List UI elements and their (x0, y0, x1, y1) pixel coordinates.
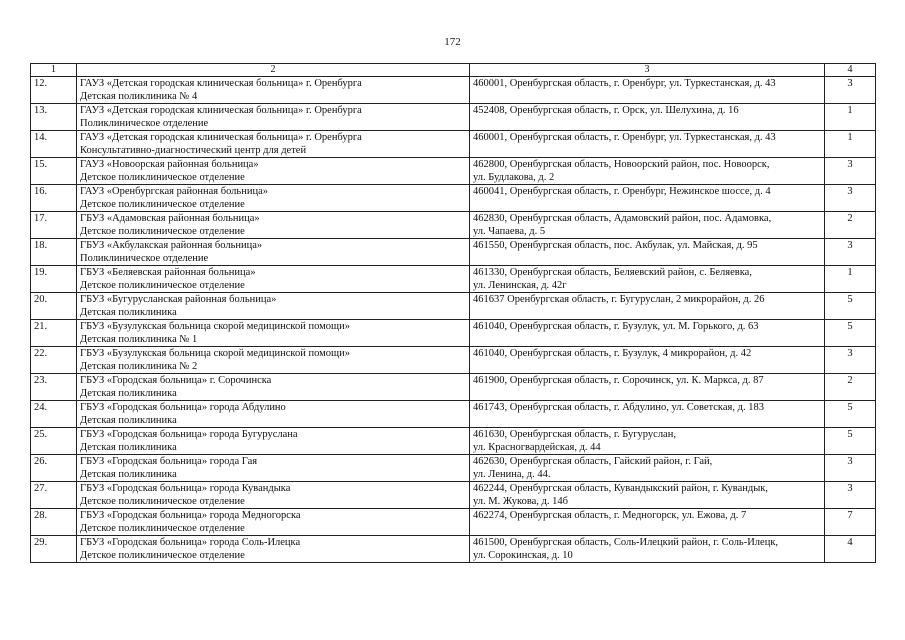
count-cell: 3 (825, 77, 876, 104)
address-line: 462244, Оренбургская область, Кувандыкский район, г. Кувандык, (473, 483, 768, 494)
institution-name: ГБУЗ «Городская больница» города Соль-Илецка (80, 537, 301, 548)
department-name: Детская поликлиника (80, 469, 177, 480)
institution-name: ГБУЗ «Городская больница» города Бугуруслана (80, 429, 298, 440)
department-name: Детское поликлиническое отделение (80, 523, 245, 534)
address-line: 461500, Оренбургская область, Соль-Илецкий район, г. Соль-Илецк, (473, 537, 779, 548)
institution-cell (77, 536, 470, 563)
header-cell-institution: 2 (77, 64, 470, 77)
address-line: ул. М. Жукова, д. 14б (473, 496, 568, 507)
institution-cell (77, 509, 470, 536)
address-line: 460041, Оренбургская область, г. Оренбург, Нежинское шоссе, д. 4 (473, 186, 771, 197)
address-line: ул. Сорокинская, д. 10 (473, 550, 573, 561)
row-number: 26. (31, 455, 77, 482)
table-row (31, 185, 876, 212)
department-name: Детское поликлиническое отделение (80, 280, 245, 291)
row-number: 18. (31, 239, 77, 266)
department-name: Детская поликлиника (80, 415, 177, 426)
header-cell-number: 1 (31, 64, 77, 77)
table-row (31, 401, 876, 428)
address-cell (470, 347, 825, 374)
institution-cell (77, 374, 470, 401)
institution-cell (77, 428, 470, 455)
address-cell (470, 185, 825, 212)
count-cell: 3 (825, 239, 876, 266)
address-line: 462274, Оренбургская область, г. Медногорск, ул. Ежова, д. 7 (473, 510, 747, 521)
table-row (31, 158, 876, 185)
institution-cell (77, 77, 470, 104)
institution-name: ГБУЗ «Городская больница» города Медногорска (80, 510, 301, 521)
address-line: 462830, Оренбургская область, Адамовский район, пос. Адамовка, (473, 213, 772, 224)
institution-name: ГБУЗ «Бугурусланская районная больница» (80, 294, 277, 305)
institution-name: ГБУЗ «Городская больница» города Абдулино (80, 402, 286, 413)
table-row (31, 428, 876, 455)
row-number: 21. (31, 320, 77, 347)
table-row (31, 266, 876, 293)
institution-cell (77, 347, 470, 374)
table-row (31, 212, 876, 239)
department-name: Детская поликлиника (80, 442, 177, 453)
address-cell (470, 77, 825, 104)
institution-cell (77, 293, 470, 320)
address-line: 452408, Оренбургская область, г. Орск, ул. Шелухина, д. 16 (473, 105, 739, 116)
address-cell (470, 455, 825, 482)
institution-name: ГБУЗ «Бузулукская больница скорой медицинской помощи» (80, 321, 351, 332)
table-row (31, 293, 876, 320)
row-number: 22. (31, 347, 77, 374)
institution-name: ГАУЗ «Детская городская клиническая больница» г. Оренбурга (80, 132, 362, 143)
address-line: 461900, Оренбургская область, г. Сорочинск, ул. К. Маркса, д. 87 (473, 375, 764, 386)
address-line: ул. Ленинская, д. 42г (473, 280, 567, 291)
count-cell: 1 (825, 131, 876, 158)
count-cell: 3 (825, 482, 876, 509)
institution-cell (77, 266, 470, 293)
department-name: Детское поликлиническое отделение (80, 550, 245, 561)
address-cell (470, 212, 825, 239)
row-number: 15. (31, 158, 77, 185)
count-cell: 3 (825, 455, 876, 482)
address-line: ул. Чапаева, д. 5 (473, 226, 546, 237)
institution-cell (77, 104, 470, 131)
address-line: 460001, Оренбургская область, г. Оренбург, ул. Туркестанская, д. 43 (473, 78, 776, 89)
address-line: 461743, Оренбургская область, г. Абдулино, ул. Советская, д. 183 (473, 402, 764, 413)
count-cell: 3 (825, 185, 876, 212)
table-body (31, 77, 876, 563)
table-row (31, 77, 876, 104)
address-cell (470, 266, 825, 293)
table-row (31, 455, 876, 482)
row-number: 17. (31, 212, 77, 239)
address-cell (470, 374, 825, 401)
address-line: ул. Красногвардейская, д. 44 (473, 442, 601, 453)
institution-name: ГБУЗ «Адамовская районная больница» (80, 213, 260, 224)
address-line: 461550, Оренбургская область, пос. Акбулак, ул. Майская, д. 95 (473, 240, 758, 251)
institution-cell (77, 185, 470, 212)
count-cell: 5 (825, 293, 876, 320)
department-name: Детское поликлиническое отделение (80, 199, 245, 210)
count-cell: 5 (825, 401, 876, 428)
department-name: Детское поликлиническое отделение (80, 172, 245, 183)
institution-cell (77, 131, 470, 158)
address-cell (470, 536, 825, 563)
table-row (31, 536, 876, 563)
row-number: 13. (31, 104, 77, 131)
row-number: 29. (31, 536, 77, 563)
count-cell: 2 (825, 212, 876, 239)
institution-cell (77, 158, 470, 185)
institution-name: ГАУЗ «Оренбургская районная больница» (80, 186, 268, 197)
count-cell: 4 (825, 536, 876, 563)
count-cell: 1 (825, 266, 876, 293)
address-cell (470, 428, 825, 455)
header-cell-address: 3 (470, 64, 825, 77)
row-number: 25. (31, 428, 77, 455)
institution-cell (77, 320, 470, 347)
address-line: 460001, Оренбургская область, г. Оренбург, ул. Туркестанская, д. 43 (473, 132, 776, 143)
address-cell (470, 293, 825, 320)
row-number: 28. (31, 509, 77, 536)
institution-cell (77, 212, 470, 239)
department-name: Поликлиническое отделение (80, 253, 209, 264)
institution-name: ГБУЗ «Беляевская районная больница» (80, 267, 256, 278)
department-name: Детская поликлиника № 1 (80, 334, 198, 345)
address-line: 461630, Оренбургская область, г. Бугуруслан, (473, 429, 676, 440)
address-cell (470, 509, 825, 536)
table-row (31, 374, 876, 401)
address-cell (470, 239, 825, 266)
institution-name: ГБУЗ «Бузулукская больница скорой медицинской помощи» (80, 348, 351, 359)
department-name: Детская поликлиника (80, 388, 177, 399)
count-cell: 1 (825, 104, 876, 131)
count-cell: 2 (825, 374, 876, 401)
department-name: Консультативно-диагностический центр для детей (80, 145, 307, 156)
institution-name: ГБУЗ «Городская больница» города Гая (80, 456, 258, 467)
address-line: 462800, Оренбургская область, Новоорский район, пос. Новоорск, (473, 159, 770, 170)
department-name: Детская поликлиника № 4 (80, 91, 198, 102)
header-row (31, 64, 876, 77)
address-cell (470, 401, 825, 428)
header-cell-count: 4 (825, 64, 876, 77)
institution-name: ГБУЗ «Акбулакская районная больница» (80, 240, 263, 251)
institution-cell (77, 455, 470, 482)
row-number: 12. (31, 77, 77, 104)
address-line: 461040, Оренбургская область, г. Бузулук, ул. М. Горького, д. 63 (473, 321, 759, 332)
count-cell: 5 (825, 320, 876, 347)
row-number: 27. (31, 482, 77, 509)
department-name: Детская поликлиника № 2 (80, 361, 198, 372)
row-number: 24. (31, 401, 77, 428)
row-number: 14. (31, 131, 77, 158)
count-cell: 3 (825, 158, 876, 185)
address-line: ул. Ленина, д. 44. (473, 469, 551, 480)
institution-name: ГБУЗ «Городская больница» города Кувандыка (80, 483, 291, 494)
table-row (31, 239, 876, 266)
institution-name: ГАУЗ «Детская городская клиническая больница» г. Оренбурга (80, 105, 362, 116)
institutions-table (30, 63, 876, 563)
row-number: 20. (31, 293, 77, 320)
row-number: 19. (31, 266, 77, 293)
table-row (31, 320, 876, 347)
address-line: 461637 Оренбургская область, г. Бугуруслан, 2 микрорайон, д. 26 (473, 294, 765, 305)
address-cell (470, 131, 825, 158)
address-cell (470, 158, 825, 185)
institution-cell (77, 482, 470, 509)
table-row (31, 104, 876, 131)
institution-name: ГБУЗ «Городская больница» г. Сорочинска (80, 375, 272, 386)
institution-cell (77, 239, 470, 266)
address-line: 462630, Оренбургская область, Гайский район, г. Гай, (473, 456, 713, 467)
department-name: Детское поликлиническое отделение (80, 496, 245, 507)
table-row (31, 509, 876, 536)
institution-cell (77, 401, 470, 428)
department-name: Детское поликлиническое отделение (80, 226, 245, 237)
address-cell (470, 482, 825, 509)
count-cell: 7 (825, 509, 876, 536)
address-line: 461330, Оренбургская область, Беляевский район, с. Беляевка, (473, 267, 752, 278)
address-line: 461040, Оренбургская область, г. Бузулук, 4 микрорайон, д. 42 (473, 348, 752, 359)
page-number: 172 (444, 36, 461, 48)
count-cell: 5 (825, 428, 876, 455)
table-row (31, 347, 876, 374)
row-number: 16. (31, 185, 77, 212)
address-line: ул. Будлакова, д. 2 (473, 172, 555, 183)
department-name: Детская поликлиника (80, 307, 177, 318)
table-row (31, 131, 876, 158)
count-cell: 3 (825, 347, 876, 374)
department-name: Поликлиническое отделение (80, 118, 209, 129)
address-cell (470, 320, 825, 347)
address-cell (470, 104, 825, 131)
institution-name: ГАУЗ «Новоорская районная больница» (80, 159, 259, 170)
table-row (31, 482, 876, 509)
row-number: 23. (31, 374, 77, 401)
institution-name: ГАУЗ «Детская городская клиническая больница» г. Оренбурга (80, 78, 362, 89)
